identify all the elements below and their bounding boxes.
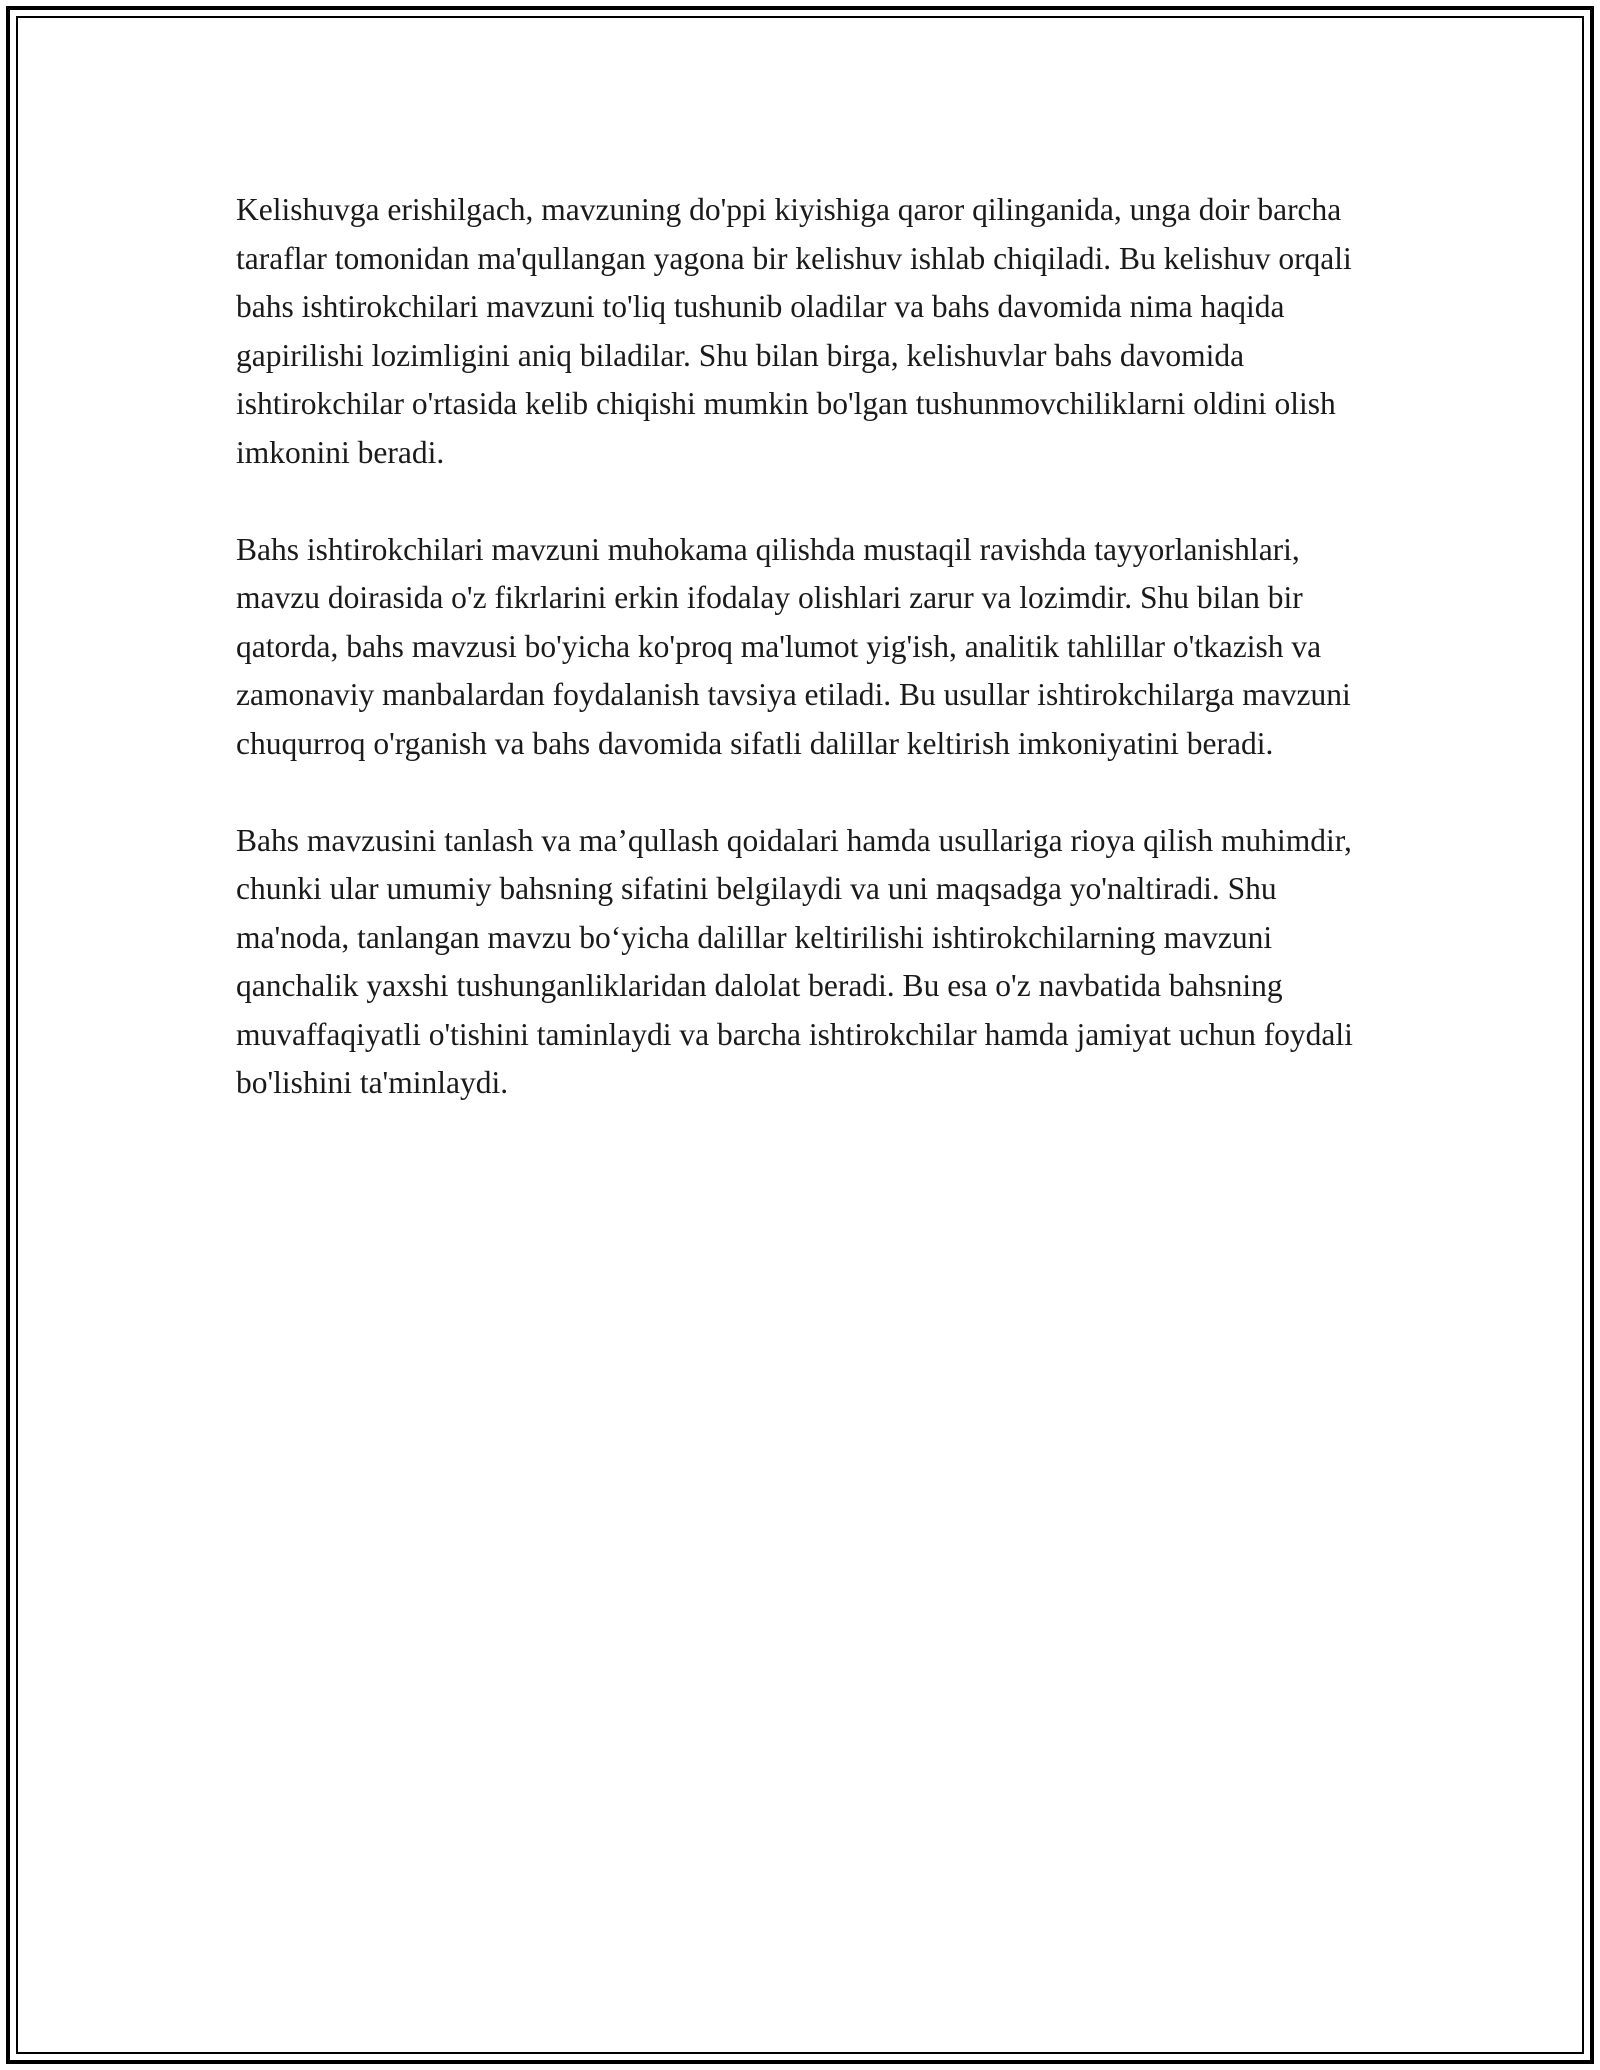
paragraph-3: Bahs mavzusini tanlash va ma’qullash qoidalari hamda usullariga rioya qilish muhimdir, chunki ular umumiy bahsning sifatini belgilaydi va uni maqsadga yo'naltiradi. Shu ma'noda, tanlangan mavzu bo‘yicha dalillar keltirilishi ishtirokchilarning mavzuni qanchalik yaxshi tushunganliklaridan dalolat beradi. Bu esa o'z navbatida bahsning muvaffaqiyatli o'tishini taminlaydi va barcha ishtirokchilar hamda jamiyat uchun foydali bo'lishini ta'minlaydi. xyxy=(236,822,1353,1100)
paragraph-1: Kelishuvga erishilgach, mavzuning do'ppi kiyishiga qaror qilinganida, unga doir barcha taraflar tomonidan ma'qullangan yagona bir kelishuv ishlab chiqiladi. Bu kelishuv orqali bahs ishtirokchilari mavzuni to'liq tushunib oladilar va bahs davomida nima haqida gapirilishi lozimligini aniq biladilar. Shu bilan birga, kelishuvlar bahs davomida ishtirokchilar o'rtasida kelib chiqishi mumkin bo'lgan tushunmovchiliklarni oldini olish imkonini beradi. xyxy=(236,192,1352,470)
document-body xyxy=(236,186,1366,1156)
paragraph-2: Bahs ishtirokchilari mavzuni muhokama qilishda mustaqil ravishda tayyorlanishlari, mavzu doirasida o'z fikrlarini erkin ifodalay olishlari zarur va lozimdir. Shu bilan bir qatorda, bahs mavzusi bo'yicha ko'proq ma'lumot yig'ish, analitik tahlillar o'tkazish va zamonaviy manbalardan foydalanish tavsiya etiladi. Bu usullar ishtirokchilarga mavzuni chuqurroq o'rganish va bahs davomida sifatli dalillar keltirish imkoniyatini beradi. xyxy=(236,531,1351,761)
